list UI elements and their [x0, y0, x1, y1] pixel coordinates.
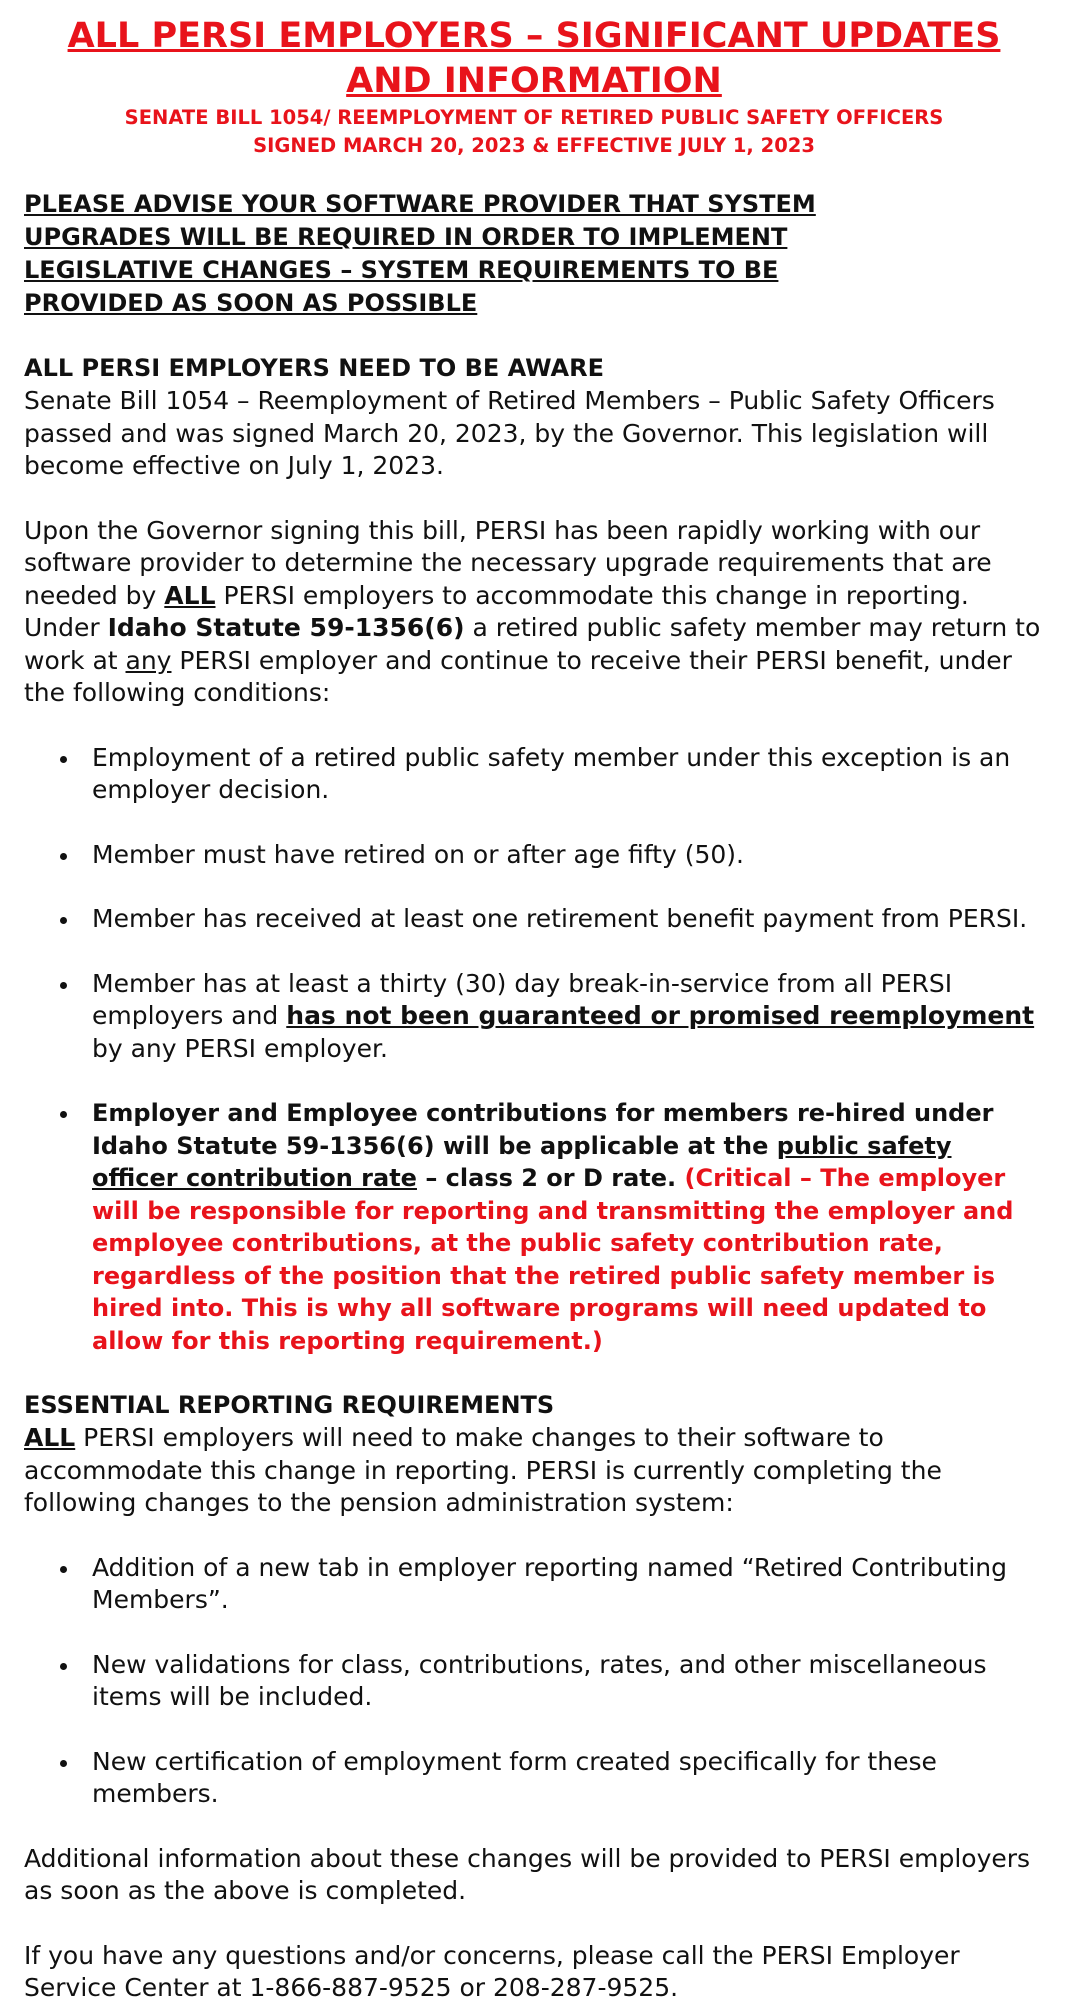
subtitle-line-2: SIGNED MARCH 20, 2023 & EFFECTIVE JULY 1, 2023: [253, 134, 815, 157]
conditions-list: [24, 742, 1044, 1358]
software-provider-notice: PLEASE ADVISE YOUR SOFTWARE PROVIDER THAT SYSTEM UPGRADES WILL BE REQUIRED IN ORDER TO IMPLEMENT LEGISLATIVE CHANGES – SYSTEM REQUIREMENTS TO BE PROVIDED AS SOON AS POSSIBLE: [24, 190, 816, 317]
list-item: New certification of employment form created specifically for these members.: [24, 1746, 1044, 1811]
changes-list: [24, 1552, 1044, 1811]
emphasis-any: any: [125, 645, 172, 675]
list-item: Member has received at least one retirement benefit payment from PERSI.: [24, 903, 1044, 936]
list-item: Employment of a retired public safety member under this exception is an employer decision.: [24, 742, 1044, 807]
emphasis-all: ALL: [24, 1423, 76, 1452]
subtitle-line-1: SENATE BILL 1054/ REEMPLOYMENT OF RETIRED PUBLIC SAFETY OFFICERS: [124, 106, 944, 129]
reporting-intro-paragraph: ALL PERSI employers will need to make changes to their software to accommodate this change in reporting. PERSI is currently completing the following changes to the pension administration system:: [24, 1423, 942, 1517]
section-heading-aware: ALL PERSI EMPLOYERS NEED TO BE AWARE: [24, 354, 604, 382]
list-item: Member has at least a thirty (30) day break-in-service from all PERSI employers and has not been guaranteed or promised reemployment by any PERSI employer.: [24, 968, 1044, 1066]
list-item: Addition of a new tab in employer reporting named “Retired Contributing Members”.: [24, 1552, 1044, 1617]
statute-paragraph: Upon the Governor signing this bill, PERSI has been rapidly working with our software provider to determine the necessary upgrade requirements that are needed by ALL PERSI employers to accommodate this change in reporting. Under Idaho Statute 59-1356(6) a retired public safety member may return to work at any PERSI employer and continue to receive their PERSI benefit, under the following conditions:: [24, 515, 1041, 707]
critical-note: (Critical – The employer will be responsible for reporting and transmitting the employer and employee contributions, at the public safety contribution rate, regardless of the position that the retired public safety member is hired into. This is why all software programs will need updated to allow for this reporting requirement.): [92, 1164, 1014, 1355]
emphasis-contribution-rate: public safety officer contribution rate: [92, 1131, 952, 1192]
page-title: ALL PERSI EMPLOYERS – SIGNIFICANT UPDATES AND INFORMATION: [67, 16, 1001, 101]
additional-info-paragraph: Additional information about these changes will be provided to PERSI employers as soon as the above is completed.: [24, 1843, 1031, 1905]
bill-summary-paragraph: Senate Bill 1054 – Reemployment of Retired Members – Public Safety Officers passed and was signed March 20, 2023, by the Governor. This legislation will become effective on July 1, 2023.: [24, 386, 995, 480]
contact-paragraph: If you have any questions and/or concerns, please call the PERSI Employer Service Center at 1-866-887-9525 or 208-287-9525.: [24, 1940, 960, 2002]
statute-reference: Idaho Statute 59-1356(6): [107, 613, 465, 642]
emphasis-all: ALL: [164, 580, 216, 610]
list-item: Employer and Employee contributions for members re-hired under Idaho Statute 59-1356(6) will be applicable at the public safety officer contribution rate – class 2 or D rate. (Critical – The employer will be responsible for reporting and transmitting the employer and employee contributions, at the public safety contribution rate, regardless of the position that the retired public safety member is hired into. This is why all software programs will need updated to allow for this reporting requirement.): [24, 1097, 1044, 1357]
list-item: New validations for class, contributions, rates, and other miscellaneous items will be included.: [24, 1649, 1044, 1714]
section-heading-reporting: ESSENTIAL REPORTING REQUIREMENTS: [24, 1391, 555, 1419]
list-item: Member must have retired on or after age fifty (50).: [24, 839, 1044, 872]
emphasis-not-guaranteed: has not been guaranteed or promised reemployment: [286, 1001, 1035, 1030]
